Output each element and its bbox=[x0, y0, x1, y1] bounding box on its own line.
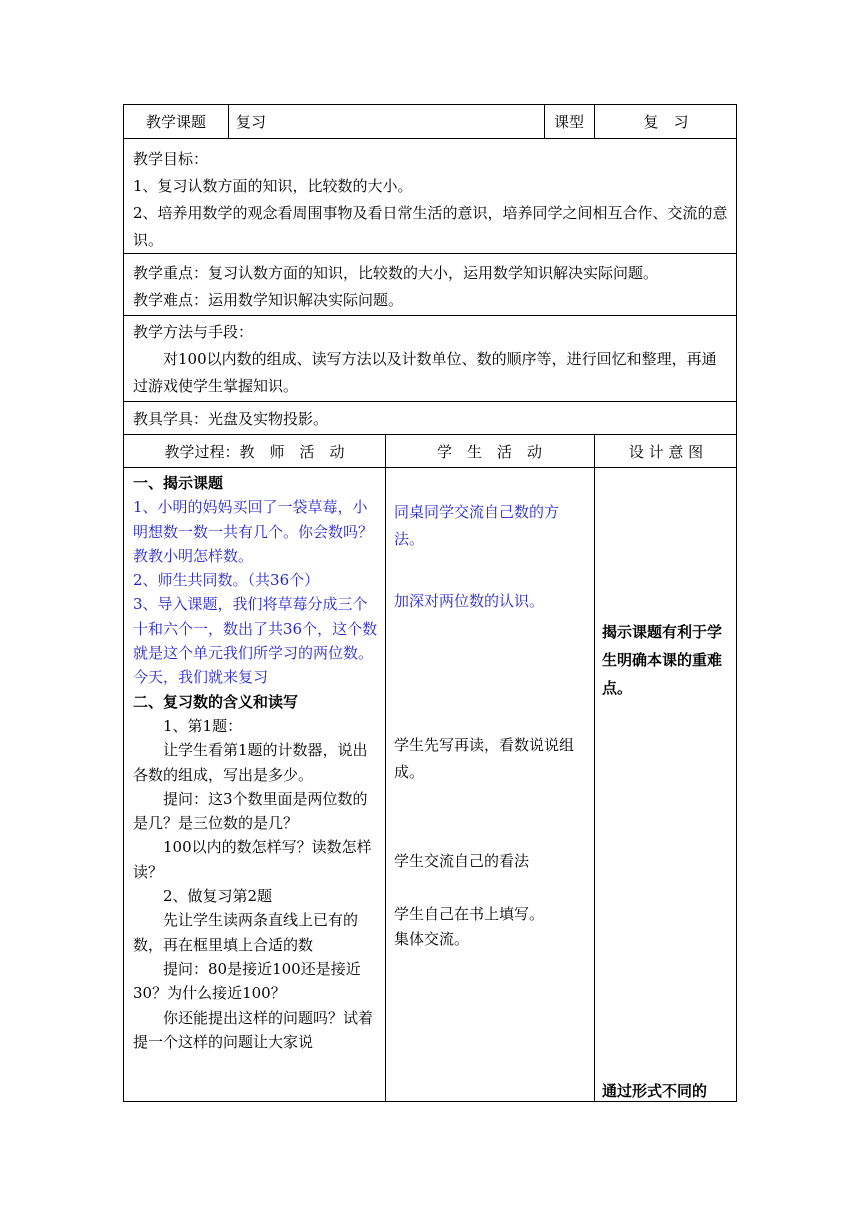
teacher-activities bbox=[133, 471, 381, 1054]
teacher-step: 提问：这3个数里面是两位数的是几？是三位数的是几？ bbox=[133, 789, 368, 833]
teacher-step: 1、第1题： bbox=[163, 716, 243, 735]
row-divider bbox=[124, 467, 736, 468]
teacher-activity-header: 教学过程：教 师 活 动 bbox=[164, 443, 345, 461]
row-divider bbox=[124, 315, 736, 316]
teacher-step: 2、师生共同数。（共36个） bbox=[133, 571, 320, 590]
teaching-focus: 教学重点：复习认数方面的知识，比较数的大小，运用数学知识解决实际问题。 bbox=[133, 264, 659, 282]
design-intent-header: 设 计 意 图 bbox=[628, 443, 704, 461]
methods-label: 教学方法与手段： bbox=[133, 323, 254, 341]
row-divider bbox=[124, 401, 736, 402]
objectives-label: 教学目标： bbox=[133, 150, 209, 168]
teacher-step: 100以内的数怎样写？读数怎样读？ bbox=[133, 838, 372, 881]
teacher-step: 让学生看第1题的计数器，说出各数的组成，写出是多少。 bbox=[133, 741, 368, 784]
teacher-step: 你还能提出这样的问题吗？试着提一个这样的问题让大家说 bbox=[133, 1008, 374, 1051]
teacher-step: 2、做复习第2题 bbox=[163, 887, 273, 906]
design-intent-item: 通过形式不同的 bbox=[602, 1082, 708, 1100]
student-activity-header: 学 生 活 动 bbox=[436, 443, 542, 461]
student-activity-item: 集体交流。 bbox=[394, 930, 470, 948]
col-divider bbox=[594, 434, 595, 1101]
section-title: 一、揭示课题 bbox=[133, 474, 224, 492]
methods-section bbox=[133, 319, 731, 400]
type-label: 课型 bbox=[553, 113, 584, 131]
row-divider bbox=[124, 434, 736, 435]
objective-item: 1、复习认数方面的知识，比较数的大小。 bbox=[133, 177, 413, 195]
teacher-step: 3、导入课题，我们将草莓分成三个十和六个一，数出了共36个，这个数就是这个单元我们所学习的两位数。今天，我们就来复习 bbox=[133, 595, 378, 687]
design-intent-item: 揭示课题有利于学生明确本课的重难点。 bbox=[602, 623, 723, 697]
methods-text: 对100以内数的组成、读写方法以及计数单位、数的顺序等，进行回忆和整理，再通过游戏使学生掌握知识。 bbox=[133, 350, 717, 395]
topic-label: 教学课题 bbox=[145, 113, 206, 131]
type-value: 复 习 bbox=[643, 113, 689, 131]
col-divider bbox=[228, 105, 229, 138]
lesson-plan-table bbox=[123, 104, 737, 1102]
student-activity-item: 同桌同学交流自己数的方法。 bbox=[394, 503, 560, 548]
section-title: 二、复习数的含义和读写 bbox=[133, 692, 299, 711]
student-activity-item: 学生自己在书上填写。 bbox=[394, 905, 545, 923]
objectives-section bbox=[133, 146, 731, 254]
row-divider bbox=[124, 138, 736, 139]
objective-item: 2、培养用数学的观念看周围事物及看日常生活的意识，培养同学之间相互合作、交流的意识。 bbox=[133, 204, 728, 249]
student-activity-item: 学生交流自己的看法 bbox=[394, 852, 530, 870]
teacher-step: 提问：80是接近100还是接近30？为什么接近100？ bbox=[133, 959, 361, 1003]
col-divider bbox=[385, 434, 386, 1101]
teaching-difficulty: 教学难点：运用数学知识解决实际问题。 bbox=[133, 291, 404, 309]
student-activity-item: 加深对两位数的认识。 bbox=[394, 592, 545, 610]
student-activity-item: 学生先写再读，看数说说组成。 bbox=[394, 736, 575, 781]
key-points-section bbox=[133, 260, 737, 314]
teacher-step: 先让学生读两条直线上已有的数，再在框里填上合适的数 bbox=[133, 911, 359, 954]
teacher-step: 1、小明的妈妈买回了一袋草莓，小明想数一数一共有几个。你会数吗？教教小明怎样数。 bbox=[133, 498, 374, 565]
tools-text: 教具学具：光盘及实物投影。 bbox=[133, 410, 329, 428]
student-activity-group bbox=[394, 902, 588, 952]
topic-value: 复习 bbox=[236, 113, 267, 131]
